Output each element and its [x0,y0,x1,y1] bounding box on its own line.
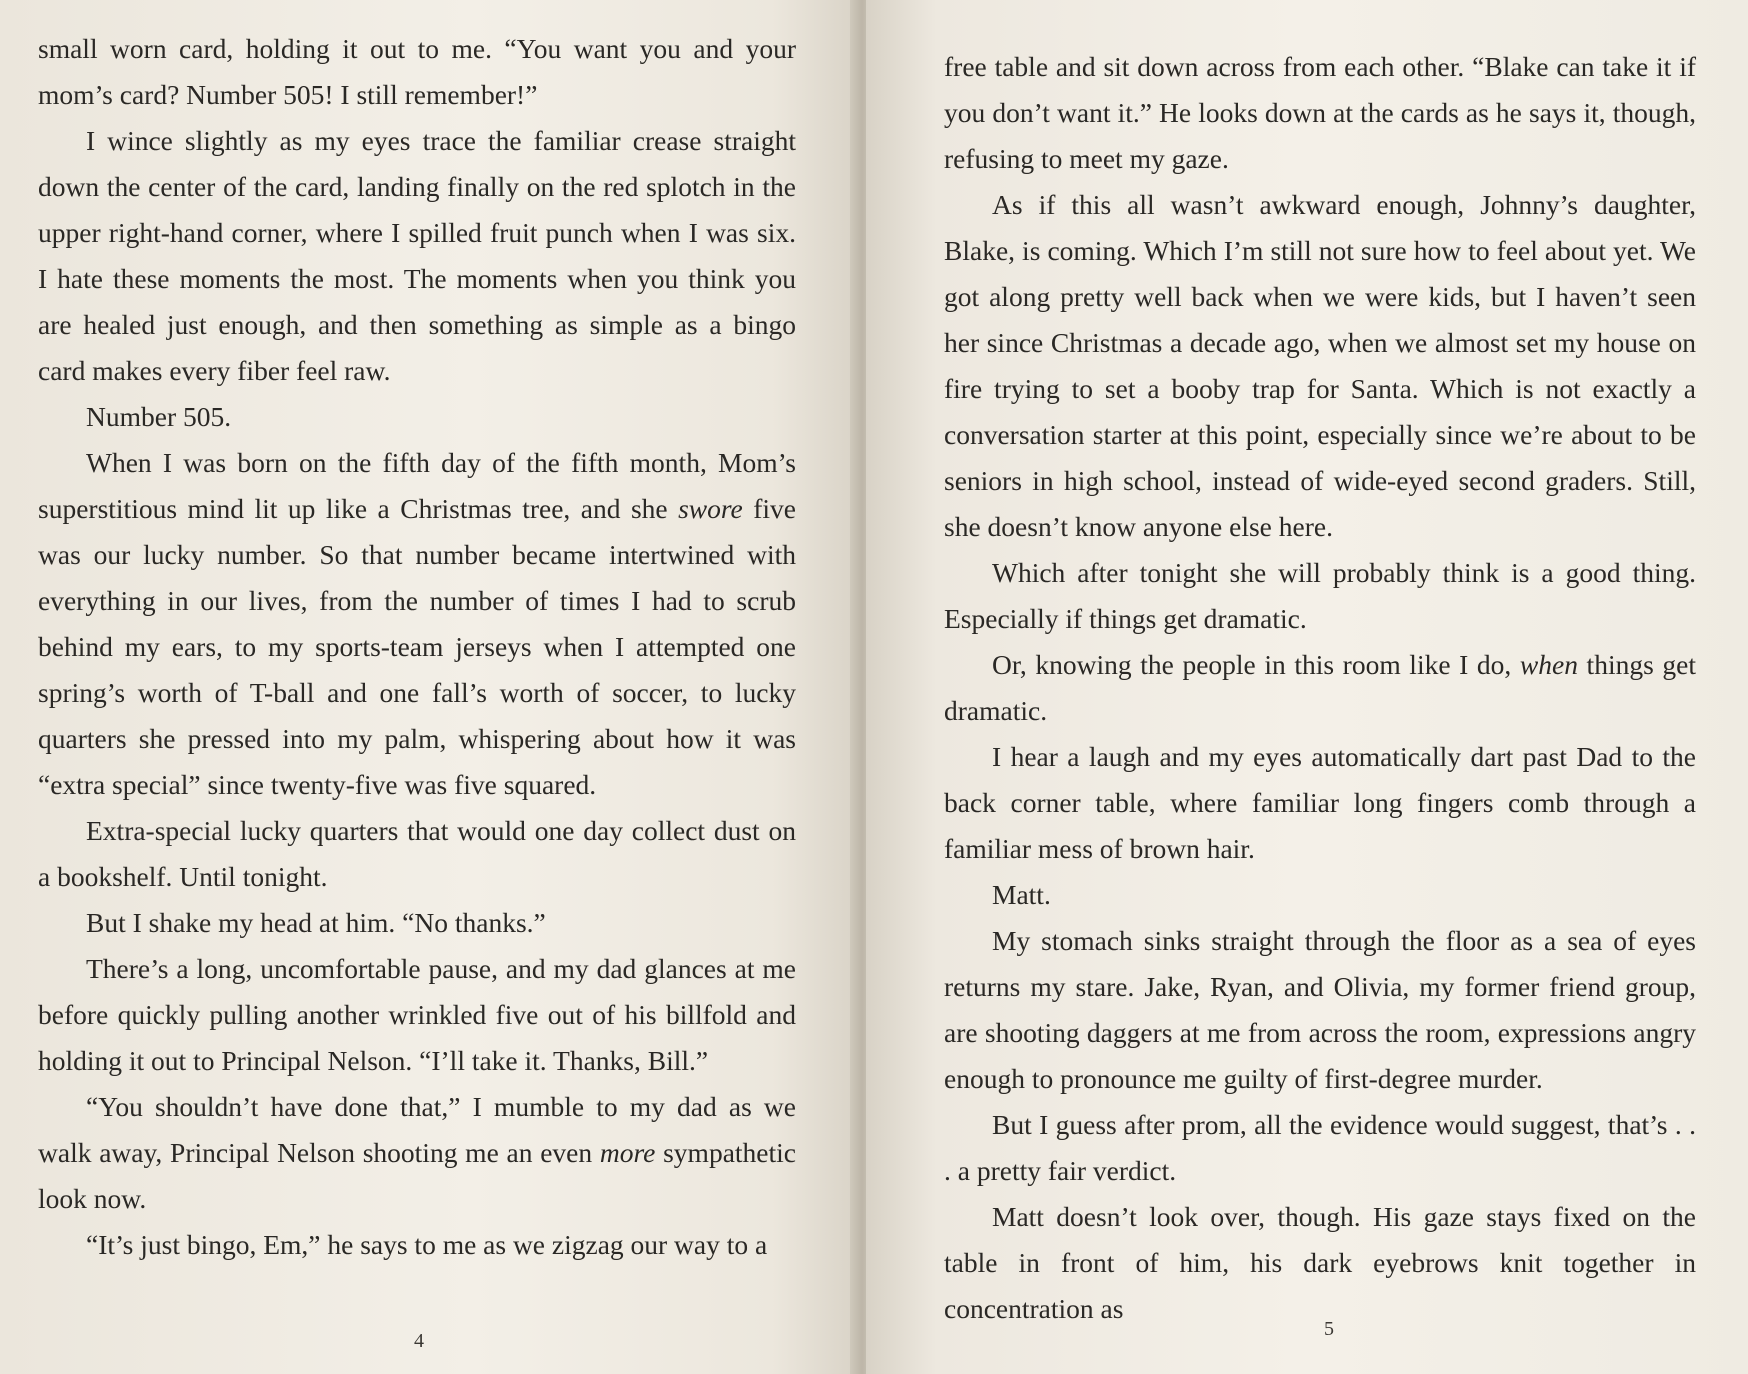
paragraph: But I guess after prom, all the evidence would suggest, that’s . . . a pretty fair verdict. [944,1109,1696,1186]
right-page-text [944,44,1696,1332]
emphasis: when [1519,649,1578,680]
paragraph: Extra-special lucky quarters that would one day collect dust on a bookshelf. Until tonight. [38,815,796,892]
text-run: When I was born on the fifth day of the fifth month, Mom’s superstitious mind lit up like a Christmas tree, and she [38,447,796,524]
page-number: 4 [414,1330,424,1352]
paragraph: Which after tonight she will probably think is a good thing. Especially if things get dramatic. [944,557,1696,634]
emphasis: more [599,1137,656,1168]
paragraph: I wince slightly as my eyes trace the familiar crease straight down the center of the card, landing finally on the red splotch in the upper right-hand corner, where I spilled fruit punch when I was six. I hate these moments the most. The moments when you think you are healed just enough, and then something as simple as a bingo card makes every fiber feel raw. [38,125,796,386]
paragraph: As if this all wasn’t awkward enough, Johnny’s daughter, Blake, is coming. Which I’m still not sure how to feel about yet. We got along pretty well back when we were kids, but I haven’t seen her since Christmas a decade ago, when we almost set my house on fire trying to set a booby trap for Santa. Which is not exactly a conversation starter at this point, especially since we’re about to be seniors in high school, instead of wide-eyed second graders. Still, she doesn’t know anyone else here. [944,189,1696,542]
text-run: five was our lucky number. So that number became intertwined with everything in our lives, from the number of times I had to scrub behind my ears, to my sports-team jerseys when I attempted one spring’s worth of T-ball and one fall’s worth of soccer, to lucky quarters she pressed into my palm, whispering about how it was “extra special” since twenty-five was five squared. [38,493,796,800]
paragraph: “It’s just bingo, Em,” he says to me as we zigzag our way to a [86,1229,768,1260]
text-run: Or, knowing the people in this room like I do, [992,649,1520,680]
paragraph: small worn card, holding it out to me. “You want you and your mom’s card? Number 505! I still remember!” [38,33,796,110]
paragraph: Matt doesn’t look over, though. His gaze stays fixed on the table in front of him, his dark eyebrows knit together in concentration as [944,1201,1696,1324]
right-page [866,0,1748,1374]
paragraph: Matt. [992,879,1051,910]
text-run: sympathetic look now. [38,1137,796,1214]
paragraph: There’s a long, uncomfortable pause, and my dad glances at me before quickly pulling another wrinkled five out of his billfold and holding it out to Principal Nelson. “I’ll take it. Thanks, Bill.” [38,953,796,1076]
text-run: things get dramatic. [944,649,1696,726]
left-page-text [38,26,796,1268]
emphasis: swore [678,493,743,524]
paragraph [38,1084,796,1222]
paragraph [944,642,1696,734]
paragraph: Number 505. [86,401,232,432]
text-run: “You shouldn’t have done that,” I mumble to my dad as we walk away, Principal Nelson shooting me an even [38,1091,796,1168]
paragraph: free table and sit down across from each other. “Blake can take it if you don’t want it.” He looks down at the cards as he says it, though, refusing to meet my gaze. [944,51,1696,174]
page-number: 5 [1324,1318,1334,1340]
paragraph [38,440,796,808]
paragraph: My stomach sinks straight through the floor as a sea of eyes returns my stare. Jake, Ryan, and Olivia, my former friend group, are shooting daggers at me from across the room, expressions angry enough to pronounce me guilty of first-degree murder. [944,925,1696,1094]
paragraph: I hear a laugh and my eyes automatically dart past Dad to the back corner table, where familiar long fingers comb through a familiar mess of brown hair. [944,741,1696,864]
left-page [0,0,858,1374]
paragraph: But I shake my head at him. “No thanks.” [86,907,546,938]
